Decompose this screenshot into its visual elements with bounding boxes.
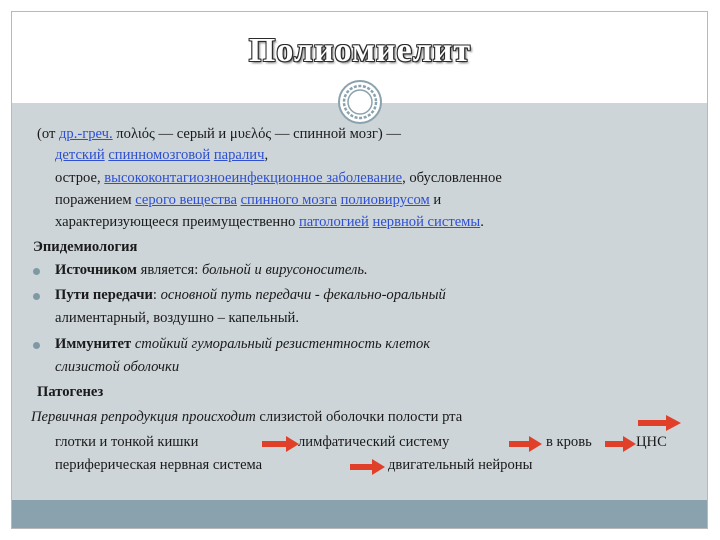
pathogenesis-step-a: глотки и тонкой кишки [55, 434, 199, 450]
greek-link[interactable]: др.-греч. [59, 126, 113, 142]
pathogenesis-italic: Первичная репродукция происходит [31, 409, 256, 425]
intro-text: острое, [55, 170, 105, 186]
red-arrow-icon [262, 436, 300, 452]
pathogenesis-step-c: в кровь [546, 434, 592, 450]
bullet-bold: Пути передачи [55, 287, 153, 303]
intro-text: характеризующееся преимущественно [55, 214, 299, 230]
bullet-icon [33, 293, 40, 300]
intro-line-2 [55, 145, 268, 166]
spinal-cord-link[interactable]: спинного мозга [240, 192, 337, 208]
bullet-transmission-line2: алиментарный, воздушно – капельный. [55, 310, 299, 326]
bullet-icon [33, 268, 40, 275]
pathogenesis-step-f: двигательный нейроны [388, 457, 533, 473]
bullet-bold: Источником [55, 262, 137, 278]
red-arrow-icon [638, 414, 682, 432]
pathogenesis-step-d: ЦНС [636, 434, 667, 450]
intro-text: и [429, 192, 442, 208]
intro-line-3 [55, 168, 502, 189]
pathogenesis-step-e: периферическая нервная система [55, 457, 263, 473]
intro-text: . [480, 214, 484, 230]
pathogenesis-text: слизистой оболочки полости рта [255, 409, 463, 425]
intro-text: (от [37, 126, 59, 142]
gray-matter-link[interactable]: серого вещества [135, 192, 237, 208]
bullet-icon [33, 342, 40, 349]
bullet-text: : [152, 287, 161, 303]
nervous-system-link[interactable]: нервной системы [372, 214, 481, 230]
intro-text: поражением [55, 192, 136, 208]
intro-text: πολιός — серый и μυελός — спинной мозг) — [112, 126, 401, 142]
bullet-italic: больной и вирусоноситель. [201, 262, 368, 278]
slide-title: Полиомиелит [248, 32, 472, 69]
bullet-bold: Иммунитет [55, 336, 132, 352]
bullet-italic: стойкий гуморальный резистентность клеток [134, 336, 431, 352]
pathogenesis-step-b: лимфатический систему [298, 434, 450, 450]
intro-line-5 [55, 212, 484, 233]
pathogenesis-line-1 [31, 407, 462, 428]
intro-text: , [264, 147, 269, 163]
red-arrow-icon [605, 436, 637, 452]
red-arrow-icon [509, 436, 543, 452]
spinal-link[interactable]: спинномозговой [108, 147, 211, 163]
bullet-immunity [55, 334, 430, 355]
bullet-source [55, 260, 368, 281]
intro-text: , обусловленное [402, 170, 502, 186]
intro-line-1 [37, 124, 401, 145]
detsky-link[interactable]: детский [55, 147, 105, 163]
bullet-italic: основной путь передачи - фекально-оральный [160, 287, 446, 303]
bullet-text: является: [136, 262, 202, 278]
red-arrow-icon [350, 459, 386, 475]
epidemiology-heading: Эпидемиология [33, 239, 138, 255]
paralysis-link[interactable]: паралич [213, 147, 265, 163]
intro-line-4 [55, 190, 441, 211]
pathology-link[interactable]: патологией [298, 214, 369, 230]
bullet-transmission [55, 285, 446, 306]
bullet-immunity-line2: слизистой оболочки [55, 359, 180, 375]
infection-link[interactable]: высококонтагиозноеинфекционное заболевание [104, 170, 403, 186]
pathogenesis-heading: Патогенез [37, 384, 104, 400]
poliovirus-link[interactable]: полиовирусом [340, 192, 430, 208]
